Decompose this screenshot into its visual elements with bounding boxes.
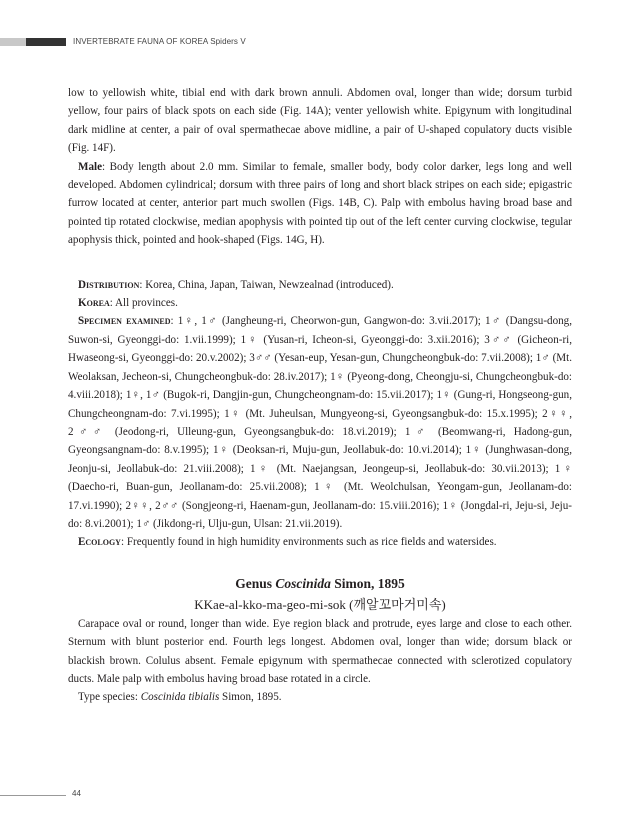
genus-name: Coscinida [275, 575, 331, 591]
header-bar-light [0, 38, 26, 46]
type-species-name: Coscinida tibialis [140, 691, 220, 704]
footer-rule [0, 795, 66, 796]
genus-author: Simon, 1895 [330, 575, 405, 591]
genus-prefix: Genus [235, 575, 276, 591]
specimens-paragraph [68, 312, 572, 533]
genus-title [68, 574, 572, 593]
male-text: : Body length about 2.0 mm. Similar to female, smaller body, body color darker, legs long and well developed. Abdomen cylindrical; dorsum with three pairs of long and short black stripes on each side; epigastric furrow located at center, anterior part much swollen (Figs. 14B, C). Palp with embolus having broad base and pointed tip rotated clockwise, median apophysis with pointed tip out of the left center curving clockwise, tegular apophysis thick, pointed and hook-shaped (Figs. 14G, H). [68, 160, 572, 247]
specimens-text: : 1♀, 1♂ (Jangheung-ri, Cheorwon-gun, Gangwon-do: 3.vii.2017); 1♂ (Dangsu-dong, Suwon-si, Gyeonggi-do: 1.vii.1999); 1♀ (Yusan-ri, Icheon-si, Gyeonggi-do: 3.xii.2016); 3♂♂ (Gicheon-ri, Hwaseong-si, Gyeonggi-do: 20.v.2002); 3♂♂ (Yesan-eup, Yesan-gun, Chungcheongbuk-do: 7.vii.2008); 1♂ (Mt. Weolaksan, Jecheon-si, Chungcheongbuk-do: 28.iv.2017); 1♀ (Pyeong-dong, Cheongju-si, Chungcheongbuk-do: 4.viii.2018); 1♀, 1♂ (Bugok-ri, Dangjin-gun, Chungcheongnam-do: 15.vii.2017); 1♀ (Gung-ri, Hongseong-gun, Chungcheongnam-do: 7.vi.1995); 1♀ (Mt. Juheulsan, Mungyeong-si, Gyeongsangbuk-do: 15.x.1995); 2♀♀, 2♂♂ (Jeodong-ri, Ulleung-gun, Gyeongsangbuk-do: 18.vi.2019); 1♂ (Beomwang-ri, Hadong-gun, Gyeongsangnam-do: 8.v.1995); 1♀ (Deoksan-ri, Muju-gun, Jeollabuk-do: 10.vi.2014); 1♀ (Junghwasan-dong, Jeonju-si, Jeollabuk-do: 21.viii.2008); 1♀ (Mt. Naejangsan, Jeongeup-si, Jeollabuk-do: 30.vii.2013); 1♀ (Daecho-ri, Buan-gun, Jeollanam-do: 25.vii.2008); 1♀ (Mt. Weolchulsan, Yeongam-gun, Jeollanam-do: 17.vi.1990); 2♀♀, 2♂♂ (Songjeong-ri, Haenam-gun, Jeollanam-do: 15.viii.2016); 1♀ (Jongdal-ri, Jeju-si, Jeju-do: 8.vi.2001); 1♂ (Jikdong-ri, Ulju-gun, Ulsan: 21.vii.2019). [68, 315, 572, 530]
specimens-label: Specimen examined [78, 315, 171, 328]
korea-text: : All provinces. [109, 297, 178, 310]
type-species-paragraph [68, 688, 572, 706]
ecology-paragraph [68, 533, 572, 551]
type-species-label: Type species: [78, 691, 141, 704]
ecology-label: Ecology [78, 536, 121, 549]
female-description-continued: low to yellowish white, tibial end with dark brown annuli. Abdomen oval, longer than wide; dorsum turbid yellow, four pairs of black spots on each side (Fig. 14A); venter yellowish white. Epigynum with longitudinal dark midline at center, a pair of oval spermathecae above midline, a pair of U-shaped copulatory ducts visible (Fig. 14F). [68, 87, 572, 155]
ecology-text: : Frequently found in high humidity environments such as rice fields and watersides. [120, 536, 497, 549]
type-species-author: Simon, 1895. [219, 691, 282, 704]
distribution-paragraph [68, 276, 572, 294]
male-paragraph [68, 158, 572, 250]
genus-heading [68, 574, 572, 615]
header-bar-dark [26, 38, 66, 46]
korea-paragraph [68, 294, 572, 312]
distribution-label: Distribution [78, 278, 140, 291]
male-label: Male [78, 160, 103, 173]
distribution-text: : Korea, China, Japan, Taiwan, Newzealnad (introduced). [139, 278, 394, 291]
page-number: 44 [72, 789, 81, 798]
running-title: INVERTEBRATE FAUNA OF KOREA Spiders V [73, 37, 246, 46]
page-body [68, 84, 572, 707]
korea-label: Korea [78, 297, 110, 310]
genus-korean-name: KKae-al-kko-ma-geo-mi-sok (깨알꼬마거미속) [194, 596, 446, 612]
genus-description: Carapace oval or round, longer than wide. Eye region black and protrude, eyes large and close to each other. Sternum with blunt posterior end. Fourth legs longest. Abdomen oval, longer than wide; dorsum black or blackish brown. Colulus absent. Female epigynum with spermathecae connected with sclerotized copulatory ducts. Male palp with embolus having broad base rotated in a circle. [68, 617, 572, 685]
